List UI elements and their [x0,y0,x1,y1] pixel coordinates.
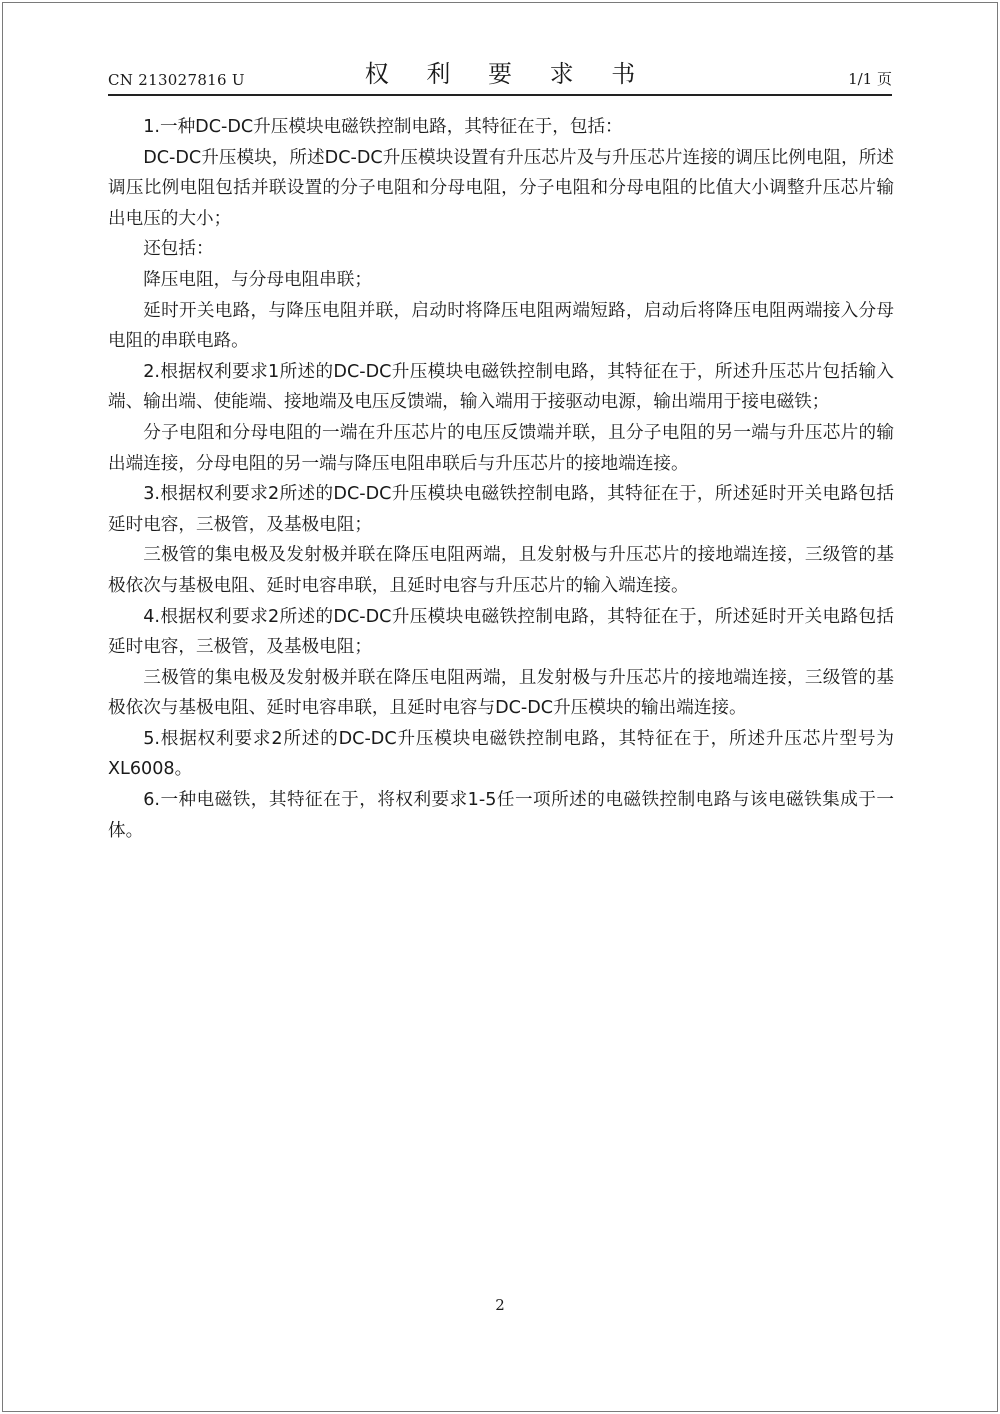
claim-paragraph: 还包括： [143,239,214,260]
claim-paragraph: 三极管的集电极及发射极并联在降压电阻两端，且发射极与升压芯片的接地端连接，三级管的基极依次与基极电阻、延时电容串联，且延时电容与DC-DC升压模块的输出端连接。 [108,667,894,719]
claim-paragraph: 4.根据权利要求2所述的DC-DC升压模块电磁铁控制电路，其特征在于，所述延时开关电路包括延时电容，三极管，及基极电阻； [108,606,894,658]
claim-paragraph: 分子电阻和分母电阻的一端在升压芯片的电压反馈端并联，且分子电阻的另一端与升压芯片的输出端连接，分母电阻的另一端与降压电阻串联后与升压芯片的接地端连接。 [108,422,894,474]
claim-paragraph: 6.一种电磁铁，其特征在于，将权利要求1-5任一项所述的电磁铁控制电路与该电磁铁集成于一体。 [108,790,894,841]
document-title: 权 利 要 求 书 [364,60,651,88]
claim-paragraph: 5.根据权利要求2所述的DC-DC升压模块电磁铁控制电路，其特征在于，所述升压芯片型号为XL6008。 [108,728,894,780]
claim-paragraph: 3.根据权利要求2所述的DC-DC升压模块电磁铁控制电路，其特征在于，所述延时开关电路包括延时电容，三极管，及基极电阻； [108,484,894,535]
claim-paragraph: 降压电阻，与分母电阻串联； [143,269,372,290]
publication-number: CN 213027816 U [108,71,245,89]
claims-body [108,112,894,846]
claim-paragraph: 三极管的集电极及发射极并联在降压电阻两端，且发射极与升压芯片的接地端连接，三级管的基极依次与基极电阻、延时电容串联，且延时电容与升压芯片的输入端连接。 [108,545,894,596]
document-header [108,56,892,96]
claim-paragraph: 1.一种DC-DC升压模块电磁铁控制电路，其特征在于，包括： [143,117,623,137]
claim-paragraph: 2.根据权利要求1所述的DC-DC升压模块电磁铁控制电路，其特征在于，所述升压芯片包括输入端、输出端、使能端、接地端及电压反馈端，输入端用于接驱动电源，输出端用于接电磁铁； [108,361,894,413]
claim-paragraph: 延时开关电路，与降压电阻并联，启动时将降压电阻两端短路，启动后将降压电阻两端接入分母电阻的串联电路。 [108,300,894,352]
page-number: 2 [495,1296,505,1314]
page-indicator: 1/1 页 [848,70,892,88]
claim-paragraph: DC-DC升压模块，所述DC-DC升压模块设置有升压芯片及与升压芯片连接的调压比例电阻，所述调压比例电阻包括并联设置的分子电阻和分母电阻，分子电阻和分母电阻的比值大小调整升压芯片输出电压的大小； [108,147,894,229]
